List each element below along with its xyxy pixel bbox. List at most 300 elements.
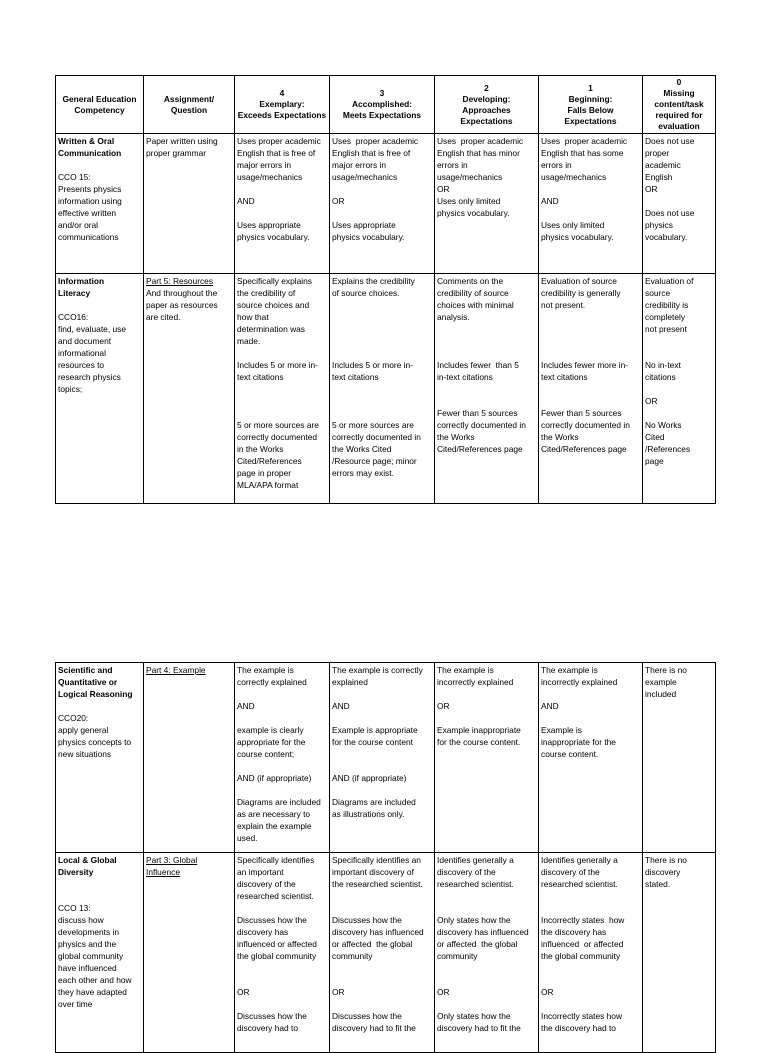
header-level-line: 4 bbox=[279, 88, 285, 98]
criteria-text bbox=[437, 974, 536, 986]
criteria-text: Fewer than 5 sources bbox=[437, 408, 518, 418]
criteria-text: Cited/References page bbox=[541, 444, 627, 454]
header-row bbox=[56, 76, 716, 134]
criteria-text: discovery of the bbox=[237, 879, 296, 889]
criteria-text: how that bbox=[237, 312, 269, 322]
criteria-text bbox=[541, 383, 640, 395]
assignment-cell bbox=[144, 853, 235, 1053]
criteria-text: usage/mechanics bbox=[437, 172, 503, 182]
assignment-text: proper grammar bbox=[146, 148, 207, 158]
criteria-text: AND bbox=[237, 196, 255, 206]
criteria-text: Incorrectly states how bbox=[541, 915, 625, 925]
header-level-line: Approaches bbox=[462, 104, 511, 115]
header-level-line: 3 bbox=[379, 88, 385, 98]
criteria-text bbox=[332, 207, 432, 219]
criteria-text: credibility is bbox=[645, 300, 689, 310]
competency-cell bbox=[56, 274, 144, 504]
criteria-text: usage/mechanics bbox=[541, 172, 607, 182]
criteria-text bbox=[541, 311, 640, 323]
criteria-text: OR bbox=[437, 987, 450, 997]
criteria-text: Explains the credibility bbox=[332, 276, 415, 286]
criteria-text: Diagrams are included bbox=[332, 797, 416, 807]
criteria-text: inappropriate for the bbox=[541, 737, 616, 747]
header-level-line: Beginning: bbox=[568, 93, 613, 104]
criteria-text bbox=[541, 323, 640, 335]
criteria-text: Includes 5 or more in- bbox=[332, 360, 413, 370]
competency-text: CCO16: bbox=[58, 312, 89, 322]
criteria-text: included bbox=[645, 689, 677, 699]
level-0-cell bbox=[643, 274, 716, 504]
header-level-line: Developing: bbox=[462, 93, 511, 104]
criteria-text: incorrectly explained bbox=[437, 677, 514, 687]
level-3-cell bbox=[330, 853, 435, 1053]
competency-cell bbox=[56, 853, 144, 1053]
criteria-text: No in-text bbox=[645, 360, 681, 370]
criteria-text: community bbox=[332, 951, 373, 961]
competency-text: research physics bbox=[58, 372, 121, 382]
level-0-cell bbox=[643, 853, 716, 1053]
criteria-text bbox=[332, 998, 432, 1010]
criteria-text: Uses only limited bbox=[541, 220, 605, 230]
level-2-cell bbox=[435, 853, 539, 1053]
competency-text bbox=[58, 890, 141, 902]
criteria-text: incorrectly explained bbox=[541, 677, 618, 687]
criteria-text: errors in bbox=[541, 160, 572, 170]
competency-text: and/or oral bbox=[58, 220, 99, 230]
criteria-text bbox=[332, 335, 432, 347]
criteria-text: the credibility of bbox=[237, 288, 296, 298]
criteria-text: physics vocabulary. bbox=[237, 232, 310, 242]
competency-title: Communication bbox=[58, 148, 122, 158]
header-level-line: evaluation bbox=[658, 121, 700, 131]
criteria-text: There is no bbox=[645, 855, 687, 865]
criteria-text: The example is correctly bbox=[332, 665, 423, 675]
criteria-text: discovery of the bbox=[541, 867, 600, 877]
criteria-text: Discusses how the bbox=[237, 1011, 307, 1021]
criteria-text bbox=[332, 311, 432, 323]
criteria-text: 5 or more sources are bbox=[237, 420, 319, 430]
criteria-text: AND bbox=[541, 701, 559, 711]
criteria-text: discovery had to bbox=[237, 1023, 298, 1033]
competency-title: Literacy bbox=[58, 288, 91, 298]
criteria-text: Evaluation of source bbox=[541, 276, 617, 286]
criteria-text: course content; bbox=[237, 749, 295, 759]
criteria-text: the researched scientist. bbox=[332, 879, 423, 889]
criteria-text: text citations bbox=[332, 372, 379, 382]
criteria-text: appropriate for the bbox=[237, 737, 306, 747]
competency-title: Diversity bbox=[58, 867, 94, 877]
rubric-table-top bbox=[55, 75, 716, 504]
criteria-text: or affected the global bbox=[332, 939, 413, 949]
level-1-cell bbox=[539, 853, 643, 1053]
level-0-cell bbox=[643, 134, 716, 274]
criteria-text: used. bbox=[237, 833, 258, 843]
criteria-text: OR bbox=[332, 987, 345, 997]
competency-text: Presents physics bbox=[58, 184, 122, 194]
criteria-text: Incorrectly states how bbox=[541, 1011, 622, 1021]
criteria-text: Uses proper academic bbox=[541, 136, 628, 146]
header-assignment: Assignment/ Question bbox=[144, 76, 235, 134]
competency-text bbox=[58, 159, 141, 171]
criteria-text bbox=[237, 407, 327, 419]
rubric-table-bottom bbox=[55, 662, 716, 1053]
competency-text: global community bbox=[58, 951, 124, 961]
criteria-text: AND bbox=[237, 701, 255, 711]
criteria-text: discovery has influenced bbox=[437, 927, 529, 937]
criteria-text: Uses proper academic bbox=[237, 136, 321, 146]
competency-text: find, evaluate, use bbox=[58, 324, 126, 334]
criteria-text: researched scientist. bbox=[541, 879, 618, 889]
assignment-cell bbox=[144, 134, 235, 274]
level-4-cell bbox=[235, 134, 330, 274]
competency-text: CCO 15: bbox=[58, 172, 91, 182]
header-level-line: Expectations bbox=[460, 115, 513, 126]
criteria-text bbox=[332, 688, 432, 700]
assignment-text: And throughout the bbox=[146, 288, 218, 298]
competency-cell bbox=[56, 663, 144, 853]
criteria-text: in the Works bbox=[237, 444, 284, 454]
criteria-text: example is clearly bbox=[237, 725, 304, 735]
criteria-text: usage/mechanics bbox=[237, 172, 303, 182]
criteria-text: Uses appropriate bbox=[237, 220, 301, 230]
header-level-line: required for bbox=[655, 110, 703, 120]
criteria-text bbox=[541, 335, 640, 347]
competency-title: Local & Global bbox=[58, 855, 117, 865]
level-4-cell bbox=[235, 853, 330, 1053]
criteria-text: usage/mechanics bbox=[332, 172, 398, 182]
criteria-text bbox=[332, 784, 432, 796]
competency-text: informational bbox=[58, 348, 106, 358]
criteria-text: OR bbox=[645, 396, 658, 406]
level-1-cell bbox=[539, 134, 643, 274]
criteria-text: physics bbox=[645, 220, 673, 230]
criteria-text: MLA/APA format bbox=[237, 480, 299, 490]
criteria-text: correctly explained bbox=[237, 677, 307, 687]
criteria-text: the global community bbox=[237, 951, 317, 961]
criteria-text bbox=[541, 712, 640, 724]
criteria-text: English that is free of bbox=[332, 148, 411, 158]
criteria-text: Does not use bbox=[645, 208, 695, 218]
criteria-text: explained bbox=[332, 677, 368, 687]
criteria-text: AND (if appropriate) bbox=[237, 773, 312, 783]
criteria-text: Includes 5 or more in- bbox=[237, 360, 318, 370]
criteria-text: Cited/References page bbox=[437, 444, 523, 454]
criteria-text: page in proper bbox=[237, 468, 292, 478]
competency-text bbox=[58, 299, 141, 311]
criteria-text bbox=[237, 712, 327, 724]
criteria-text bbox=[437, 323, 536, 335]
criteria-text bbox=[237, 902, 327, 914]
criteria-text: or affected the global bbox=[437, 939, 518, 949]
competency-text: effective written bbox=[58, 208, 117, 218]
criteria-text: English that is free of bbox=[237, 148, 316, 158]
competency-text: discuss how bbox=[58, 915, 104, 925]
criteria-text: page bbox=[645, 456, 664, 466]
competency-text: topics; bbox=[58, 384, 83, 394]
criteria-text bbox=[332, 395, 432, 407]
criteria-text: community bbox=[437, 951, 478, 961]
criteria-text bbox=[237, 207, 327, 219]
criteria-text: Does not use bbox=[645, 136, 695, 146]
criteria-text: AND (if appropriate) bbox=[332, 773, 407, 783]
header-level-line: Missing bbox=[663, 88, 695, 98]
header-level-line: Expectations bbox=[564, 115, 617, 126]
criteria-text bbox=[332, 748, 432, 760]
criteria-text: discovery had to fit the bbox=[332, 1023, 416, 1033]
criteria-text bbox=[237, 183, 327, 195]
competency-text: resources to bbox=[58, 360, 105, 370]
criteria-text bbox=[237, 760, 327, 772]
header-level-line: 2 bbox=[484, 82, 489, 93]
criteria-text: Specifically identifies an bbox=[332, 855, 421, 865]
criteria-text: Specifically explains bbox=[237, 276, 312, 286]
criteria-text: discovery had to fit the bbox=[437, 1023, 521, 1033]
criteria-text: as are necessary to bbox=[237, 809, 311, 819]
criteria-text: the global community bbox=[541, 951, 621, 961]
criteria-text: researched scientist. bbox=[437, 879, 514, 889]
assignment-link: Part 5: Resources bbox=[146, 276, 214, 286]
level-2-cell bbox=[435, 663, 539, 853]
header-level-2 bbox=[435, 76, 539, 134]
criteria-text: physics vocabulary. bbox=[332, 232, 405, 242]
criteria-text: researched scientist. bbox=[237, 891, 314, 901]
criteria-text: the Works bbox=[541, 432, 579, 442]
rubric-row bbox=[56, 274, 716, 504]
criteria-text: Uses appropriate bbox=[332, 220, 396, 230]
criteria-text: stated. bbox=[645, 879, 671, 889]
criteria-text: The example is bbox=[437, 665, 494, 675]
criteria-text: OR bbox=[437, 184, 450, 194]
criteria-text bbox=[332, 323, 432, 335]
criteria-text: Example is appropriate bbox=[332, 725, 418, 735]
competency-text: physics concepts to bbox=[58, 737, 132, 747]
criteria-text: influenced or affected bbox=[237, 939, 317, 949]
assignment-text: are cited. bbox=[146, 312, 181, 322]
assignment-text: Paper written using bbox=[146, 136, 218, 146]
criteria-text bbox=[645, 407, 713, 419]
assignment-link: Part 4: Example bbox=[146, 665, 206, 675]
criteria-text: The example is bbox=[237, 665, 294, 675]
criteria-text: OR bbox=[437, 701, 450, 711]
criteria-text bbox=[645, 383, 713, 395]
header-level-1 bbox=[539, 76, 643, 134]
criteria-text bbox=[237, 974, 327, 986]
header-level-line: 0 bbox=[676, 77, 682, 87]
criteria-text bbox=[437, 383, 536, 395]
criteria-text: academic bbox=[645, 160, 681, 170]
criteria-text bbox=[237, 347, 327, 359]
header-level-line: Exemplary: bbox=[259, 99, 305, 109]
criteria-text: Includes fewer than 5 bbox=[437, 360, 519, 370]
rubric-row bbox=[56, 134, 716, 274]
criteria-text: source bbox=[645, 288, 671, 298]
criteria-text: /References bbox=[645, 444, 691, 454]
header-competency: General Education Competency bbox=[56, 76, 144, 134]
criteria-text bbox=[645, 335, 713, 347]
header-level-line: 1 bbox=[588, 82, 593, 93]
criteria-text: /Resource page; minor bbox=[332, 456, 417, 466]
criteria-text: discovery of the bbox=[437, 867, 496, 877]
criteria-text bbox=[332, 183, 432, 195]
criteria-text: Fewer than 5 sources bbox=[541, 408, 622, 418]
header-level-line: Accomplished: bbox=[351, 99, 413, 109]
criteria-text bbox=[541, 902, 640, 914]
criteria-text: errors in bbox=[437, 160, 468, 170]
criteria-text: for the course content bbox=[332, 737, 414, 747]
criteria-text: credibility of source bbox=[437, 288, 509, 298]
criteria-text: errors may exist. bbox=[332, 468, 394, 478]
level-1-cell bbox=[539, 274, 643, 504]
criteria-text: Uses proper academic bbox=[437, 136, 524, 146]
criteria-text: not present bbox=[645, 324, 687, 334]
criteria-text: determination was bbox=[237, 324, 305, 334]
criteria-text bbox=[437, 890, 536, 902]
criteria-text: the discovery has bbox=[541, 927, 607, 937]
criteria-text bbox=[645, 347, 713, 359]
competency-title: Scientific and bbox=[58, 665, 113, 675]
criteria-text: English that has some bbox=[541, 148, 624, 158]
criteria-text: course content. bbox=[541, 749, 599, 759]
level-2-cell bbox=[435, 134, 539, 274]
criteria-text: discovery bbox=[645, 867, 681, 877]
criteria-text: Uses only limited bbox=[437, 196, 501, 206]
criteria-text bbox=[541, 183, 640, 195]
criteria-text: Example inappropriate bbox=[437, 725, 521, 735]
competency-cell bbox=[56, 134, 144, 274]
competency-text: they have adapted bbox=[58, 987, 127, 997]
header-level-line: Exceeds Expectations bbox=[237, 110, 327, 120]
criteria-text: Specifically identifies bbox=[237, 855, 315, 865]
competency-text: communications bbox=[58, 232, 119, 242]
criteria-text bbox=[332, 407, 432, 419]
criteria-text: example bbox=[645, 677, 677, 687]
criteria-text: not present. bbox=[541, 300, 586, 310]
criteria-text bbox=[332, 962, 432, 974]
competency-text: new situations bbox=[58, 749, 112, 759]
competency-text bbox=[58, 878, 141, 890]
level-4-cell bbox=[235, 274, 330, 504]
criteria-text: The example is bbox=[541, 665, 598, 675]
criteria-text: Example is bbox=[541, 725, 582, 735]
criteria-text: analysis. bbox=[437, 312, 470, 322]
criteria-text: text citations bbox=[237, 372, 284, 382]
competency-text: CCO20: bbox=[58, 713, 89, 723]
criteria-text: explain the example bbox=[237, 821, 312, 831]
level-2-cell bbox=[435, 274, 539, 504]
criteria-text: English that has minor bbox=[437, 148, 520, 158]
criteria-text: OR bbox=[332, 196, 345, 206]
criteria-text bbox=[332, 299, 432, 311]
criteria-text: Discusses how the bbox=[237, 915, 307, 925]
criteria-text bbox=[437, 347, 536, 359]
criteria-text bbox=[332, 383, 432, 395]
criteria-text: AND bbox=[541, 196, 559, 206]
criteria-text: correctly documented in bbox=[332, 432, 421, 442]
criteria-text: the discovery had to bbox=[541, 1023, 616, 1033]
header-level-0 bbox=[643, 76, 716, 134]
criteria-text: vocabulary. bbox=[645, 232, 688, 242]
criteria-text bbox=[437, 395, 536, 407]
assignment-link: Part 3: Global bbox=[146, 855, 198, 865]
criteria-text: Only states how the bbox=[437, 915, 511, 925]
criteria-text: Evaluation of bbox=[645, 276, 694, 286]
competency-title: Logical Reasoning bbox=[58, 689, 133, 699]
assignment-cell bbox=[144, 663, 235, 853]
criteria-text: correctly documented bbox=[237, 432, 318, 442]
criteria-text: Uses proper academic bbox=[332, 136, 419, 146]
assignment-link: Influence bbox=[146, 867, 180, 877]
assignment-text: paper as resources bbox=[146, 300, 218, 310]
criteria-text bbox=[237, 998, 327, 1010]
header-level-3 bbox=[330, 76, 435, 134]
header-level-line: Meets Expectations bbox=[342, 110, 422, 120]
criteria-text: physics vocabulary. bbox=[541, 232, 614, 242]
competency-text: over time bbox=[58, 999, 93, 1009]
criteria-text bbox=[437, 712, 536, 724]
criteria-text: for the course content. bbox=[437, 737, 521, 747]
competency-text: CCO 13: bbox=[58, 903, 91, 913]
level-3-cell bbox=[330, 134, 435, 274]
rubric-row bbox=[56, 663, 716, 853]
rubric-row bbox=[56, 853, 716, 1053]
criteria-text: an important bbox=[237, 867, 284, 877]
criteria-text bbox=[541, 998, 640, 1010]
criteria-text bbox=[437, 962, 536, 974]
header-level-4 bbox=[235, 76, 330, 134]
criteria-text: AND bbox=[332, 701, 350, 711]
criteria-text: text citations bbox=[541, 372, 588, 382]
criteria-text: OR bbox=[645, 184, 658, 194]
criteria-text bbox=[237, 688, 327, 700]
criteria-text: OR bbox=[541, 987, 554, 997]
criteria-text: as illustrations only. bbox=[332, 809, 405, 819]
criteria-text bbox=[645, 195, 713, 207]
competency-title: Information bbox=[58, 276, 105, 286]
competency-text: each other and how bbox=[58, 975, 132, 985]
criteria-text: No Works bbox=[645, 420, 682, 430]
header-level-line: content/task bbox=[654, 99, 704, 109]
criteria-text bbox=[237, 784, 327, 796]
criteria-text bbox=[237, 383, 327, 395]
level-3-cell bbox=[330, 274, 435, 504]
criteria-text bbox=[541, 395, 640, 407]
criteria-text bbox=[237, 395, 327, 407]
criteria-text: major errors in bbox=[332, 160, 386, 170]
criteria-text: OR bbox=[237, 987, 250, 997]
criteria-text: choices with minimal bbox=[437, 300, 514, 310]
criteria-text: influenced or affected bbox=[541, 939, 624, 949]
criteria-text: in-text citations bbox=[437, 372, 493, 382]
criteria-text: of source choices. bbox=[332, 288, 400, 298]
criteria-text: Includes fewer more in- bbox=[541, 360, 629, 370]
competency-text: physics and the bbox=[58, 939, 117, 949]
criteria-text bbox=[332, 902, 432, 914]
criteria-text bbox=[541, 347, 640, 359]
criteria-text: important discovery of bbox=[332, 867, 414, 877]
criteria-text bbox=[541, 890, 640, 902]
criteria-text: Only states how the bbox=[437, 1011, 511, 1021]
criteria-text: credibility is generally bbox=[541, 288, 621, 298]
criteria-text: Cited bbox=[645, 432, 665, 442]
criteria-text: Comments on the bbox=[437, 276, 504, 286]
criteria-text: discovery has influenced bbox=[332, 927, 424, 937]
criteria-text: Discusses how the bbox=[332, 915, 402, 925]
criteria-text: Diagrams are included bbox=[237, 797, 321, 807]
criteria-text bbox=[332, 890, 432, 902]
level-3-cell bbox=[330, 663, 435, 853]
criteria-text: There is no bbox=[645, 665, 687, 675]
criteria-text bbox=[437, 902, 536, 914]
